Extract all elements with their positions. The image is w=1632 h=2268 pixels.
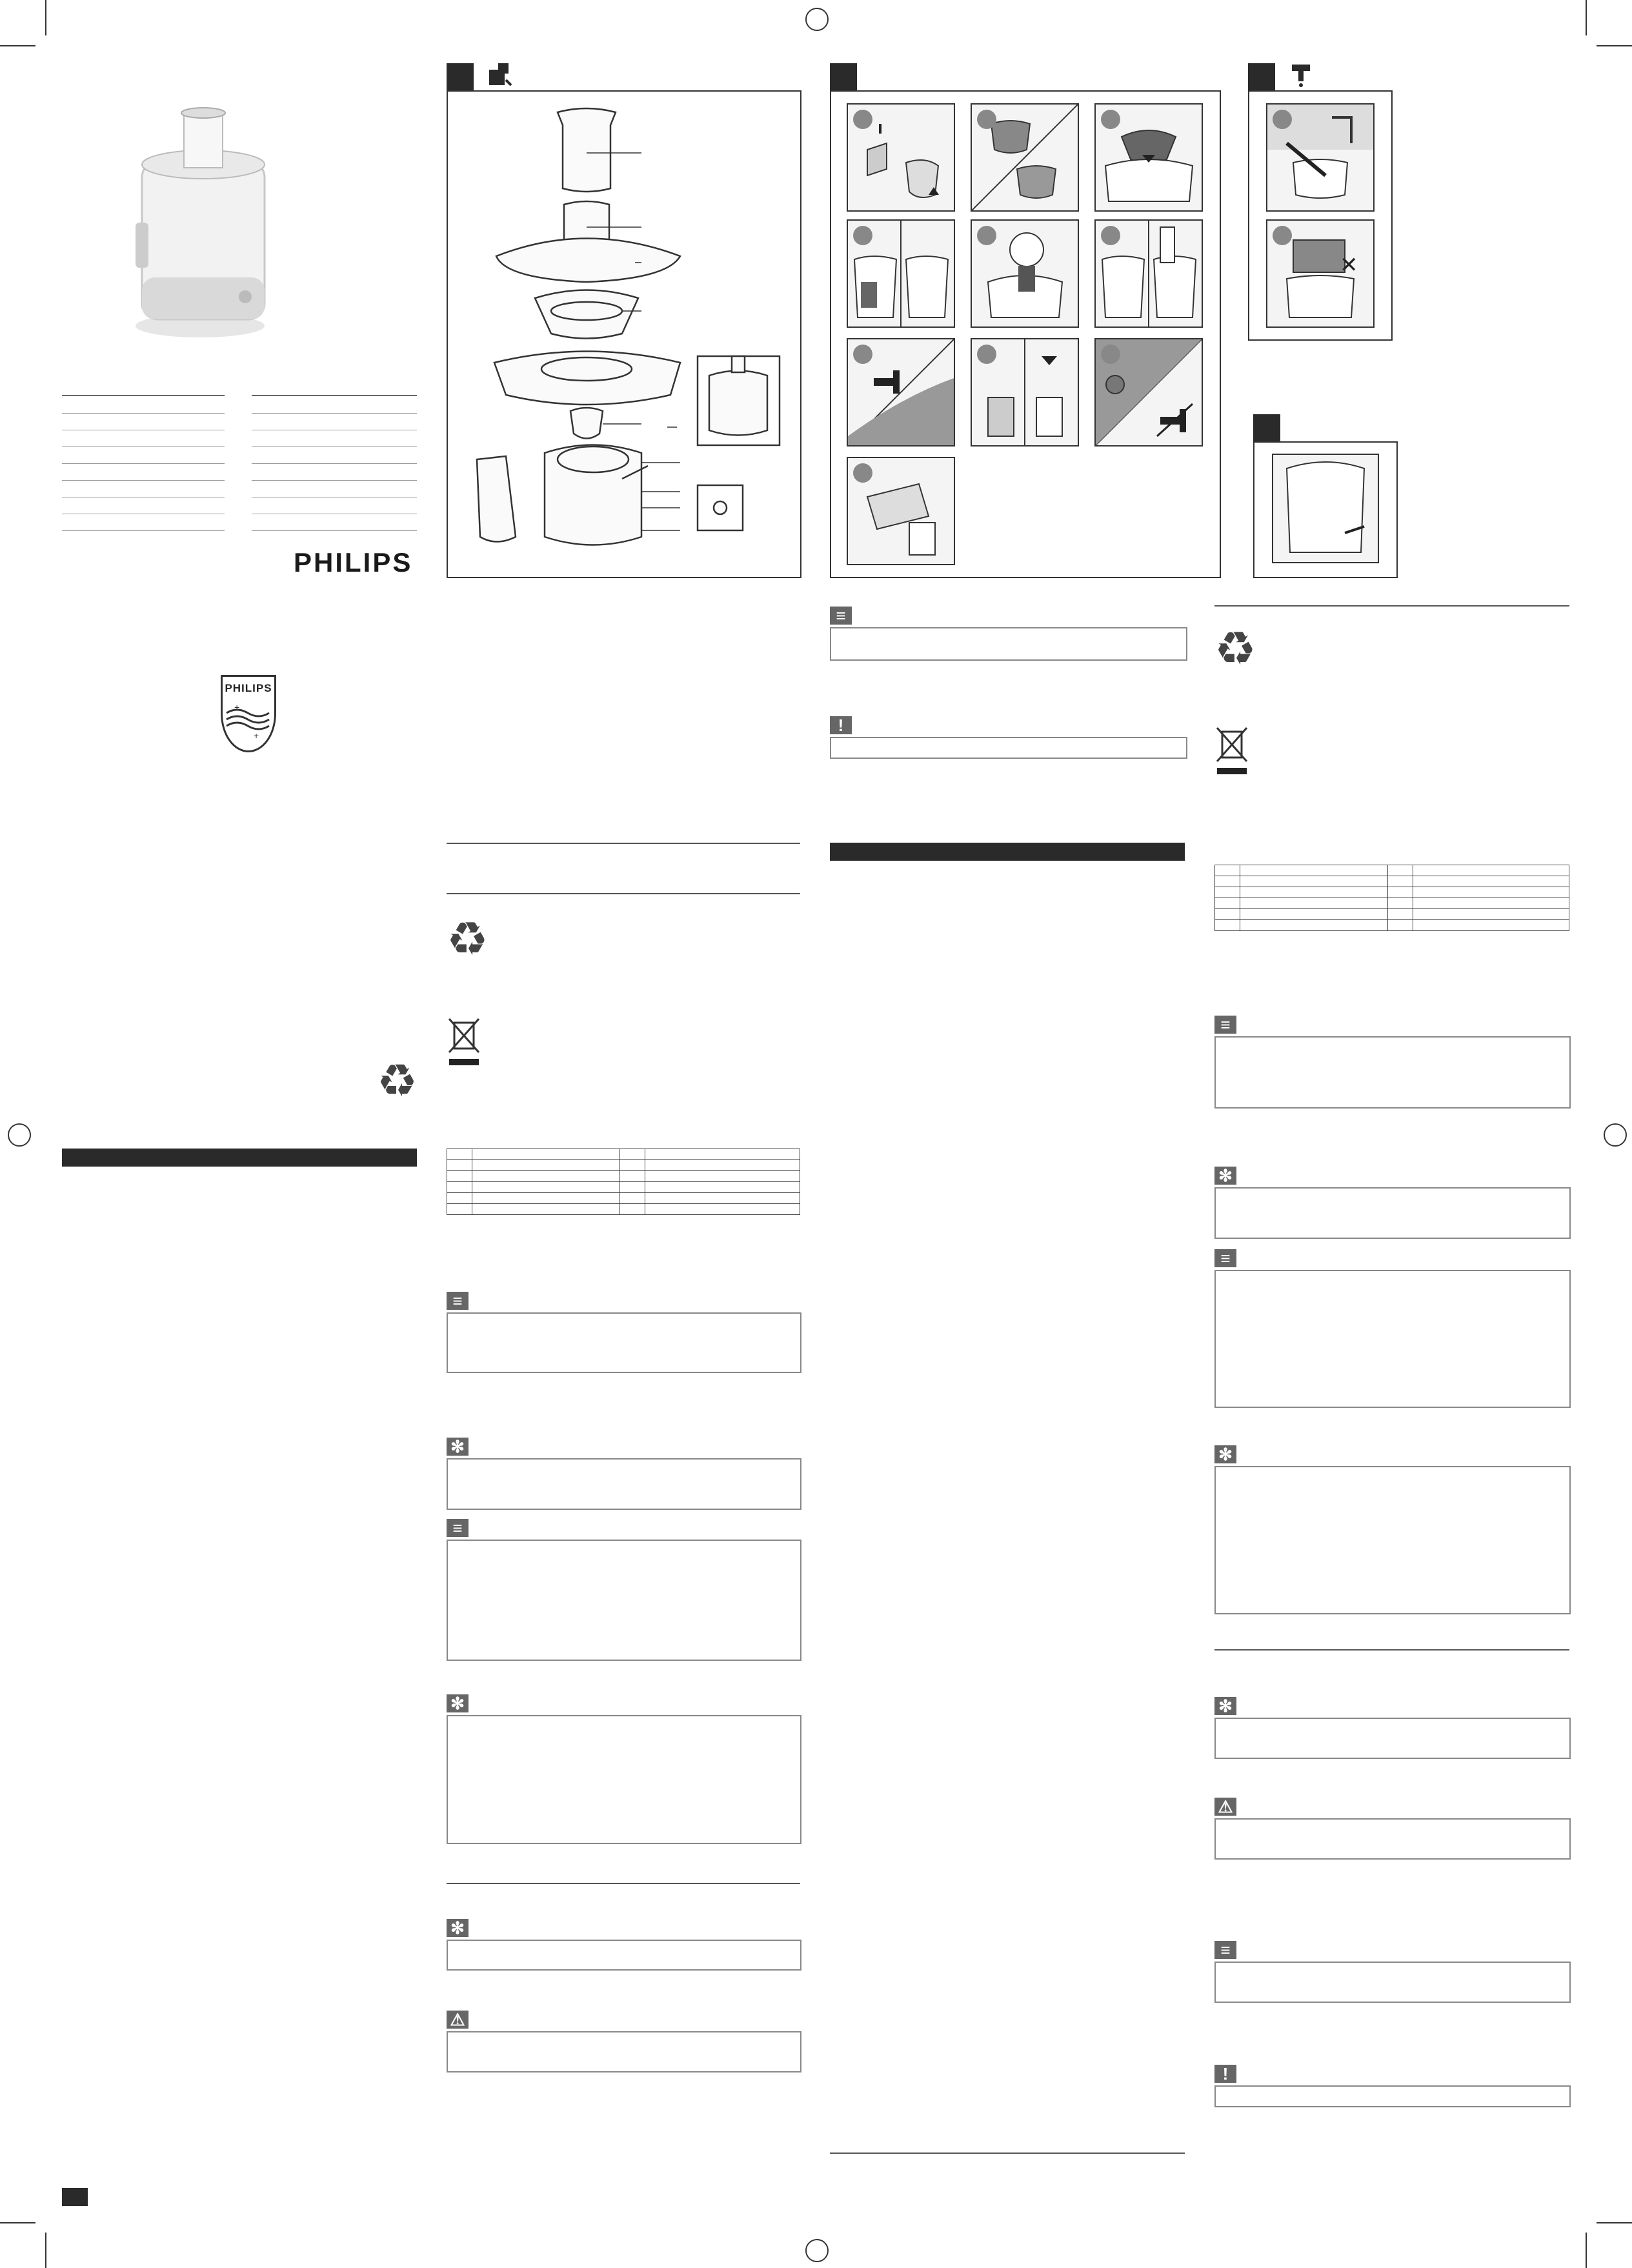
crop-mark <box>0 2222 35 2223</box>
recycle-icon: ♻ <box>447 914 489 965</box>
index-line <box>252 413 417 414</box>
tip-box <box>447 1458 801 1510</box>
note-box <box>1214 1962 1571 2003</box>
step-number-badge <box>853 463 872 483</box>
crossed-bin-icon <box>447 1016 481 1068</box>
svg-text:+: + <box>254 730 259 741</box>
usage-step-2 <box>971 103 1079 212</box>
section-rule <box>1214 605 1569 607</box>
note-icon: ≡ <box>447 1292 468 1310</box>
step-number-badge <box>1273 226 1292 245</box>
tip-icon: ✻ <box>447 1919 468 1937</box>
warning-icon: ⚠ <box>1214 1798 1236 1816</box>
parts-icon <box>485 61 514 89</box>
svg-text:+: + <box>234 702 240 712</box>
usage-step-6 <box>1094 219 1203 328</box>
step-number-badge <box>853 345 872 364</box>
caution-icon: ! <box>830 716 852 734</box>
recycle-icon: ♻ <box>377 1056 418 1106</box>
index-line <box>62 480 225 481</box>
section-rule <box>447 1883 800 1884</box>
crossed-bin-icon <box>1214 725 1249 777</box>
index-line <box>252 395 417 396</box>
step-number-badge <box>977 226 996 245</box>
note-box <box>447 1312 801 1373</box>
tip-icon: ✻ <box>447 1438 468 1456</box>
crop-mark <box>1586 2233 1587 2268</box>
note-icon: ≡ <box>1214 1016 1236 1034</box>
note-box <box>447 1540 801 1661</box>
storage-panel <box>1253 441 1398 578</box>
tap-icon <box>1287 61 1315 89</box>
note-icon: ≡ <box>830 607 852 625</box>
registration-mark <box>1604 1123 1627 1147</box>
caution-box <box>830 737 1187 759</box>
usage-step-4 <box>847 219 955 328</box>
parts-diagram <box>448 92 800 577</box>
note-icon: ≡ <box>1214 1941 1236 1959</box>
cross-mark: ✕ <box>1340 253 1358 277</box>
recycle-icon: ♻ <box>1214 623 1256 675</box>
index-line <box>252 480 417 481</box>
step-number-badge <box>977 110 996 129</box>
step-number-badge <box>1273 110 1292 129</box>
step-number-badge <box>1101 110 1120 129</box>
philips-logo: PHILIPS <box>294 547 413 577</box>
usage-step-5 <box>971 219 1079 328</box>
warning-box <box>1214 1818 1571 1860</box>
shield-text: PHILIPS <box>225 682 272 694</box>
note-box <box>1214 1036 1571 1109</box>
section-rule <box>1214 1649 1569 1651</box>
tip-box <box>1214 1187 1571 1239</box>
registration-mark <box>805 2239 829 2262</box>
note-box <box>830 627 1187 661</box>
section-bar <box>830 843 1185 861</box>
step-number-badge <box>977 345 996 364</box>
index-line <box>62 463 225 464</box>
section-rule <box>447 843 800 844</box>
product-image <box>129 103 271 342</box>
tip-icon: ✻ <box>1214 1167 1236 1185</box>
section-header-box <box>1253 414 1280 441</box>
usage-step-8 <box>971 338 1079 447</box>
tip-box <box>447 1715 801 1844</box>
cleaning-step-1 <box>1266 103 1375 212</box>
page-number-box <box>62 2188 88 2206</box>
section-bar <box>62 1149 417 1167</box>
step-number-badge <box>1101 345 1120 364</box>
tip-box <box>1214 1466 1571 1614</box>
registration-mark <box>805 8 829 31</box>
index-line <box>62 395 225 396</box>
tip-box <box>1214 1718 1571 1759</box>
philips-shield-logo <box>221 675 276 752</box>
cleaning-step-2 <box>1266 219 1375 328</box>
usage-step-9 <box>1094 338 1203 447</box>
registration-mark <box>8 1123 31 1147</box>
note-box <box>1214 1270 1571 1408</box>
crop-mark <box>1597 45 1632 46</box>
step-number-badge <box>853 110 872 129</box>
crop-mark <box>45 0 46 35</box>
section-header-box <box>447 63 474 90</box>
usage-step-7 <box>847 338 955 447</box>
index-line <box>62 413 225 414</box>
tip-icon: ✻ <box>447 1694 468 1712</box>
caution-icon: ! <box>1214 2065 1236 2083</box>
crop-mark <box>45 2233 46 2268</box>
index-line <box>252 530 417 531</box>
crop-mark <box>1597 2222 1632 2223</box>
crop-mark <box>1586 0 1587 35</box>
tip-icon: ✻ <box>1214 1445 1236 1463</box>
usage-step-3 <box>1094 103 1203 212</box>
step-number-badge <box>1101 226 1120 245</box>
section-rule <box>830 2153 1185 2154</box>
section-header-box <box>830 63 857 90</box>
section-rule <box>447 893 800 894</box>
parts-overview-panel <box>447 90 801 578</box>
warning-box <box>447 2031 801 2072</box>
index-line <box>62 530 225 531</box>
tip-box <box>447 1940 801 1971</box>
crop-mark <box>0 45 35 46</box>
usage-step-10 <box>847 457 955 565</box>
note-icon: ≡ <box>447 1519 468 1537</box>
caution-box <box>1214 2085 1571 2107</box>
step-number-badge <box>853 226 872 245</box>
note-icon: ≡ <box>1214 1249 1236 1267</box>
section-header-box <box>1248 63 1275 90</box>
warning-icon: ⚠ <box>447 2011 468 2029</box>
index-line <box>252 463 417 464</box>
specifications-table <box>447 1149 800 1215</box>
tip-icon: ✻ <box>1214 1697 1236 1715</box>
usage-step-1 <box>847 103 955 212</box>
specifications-table <box>1214 865 1569 931</box>
